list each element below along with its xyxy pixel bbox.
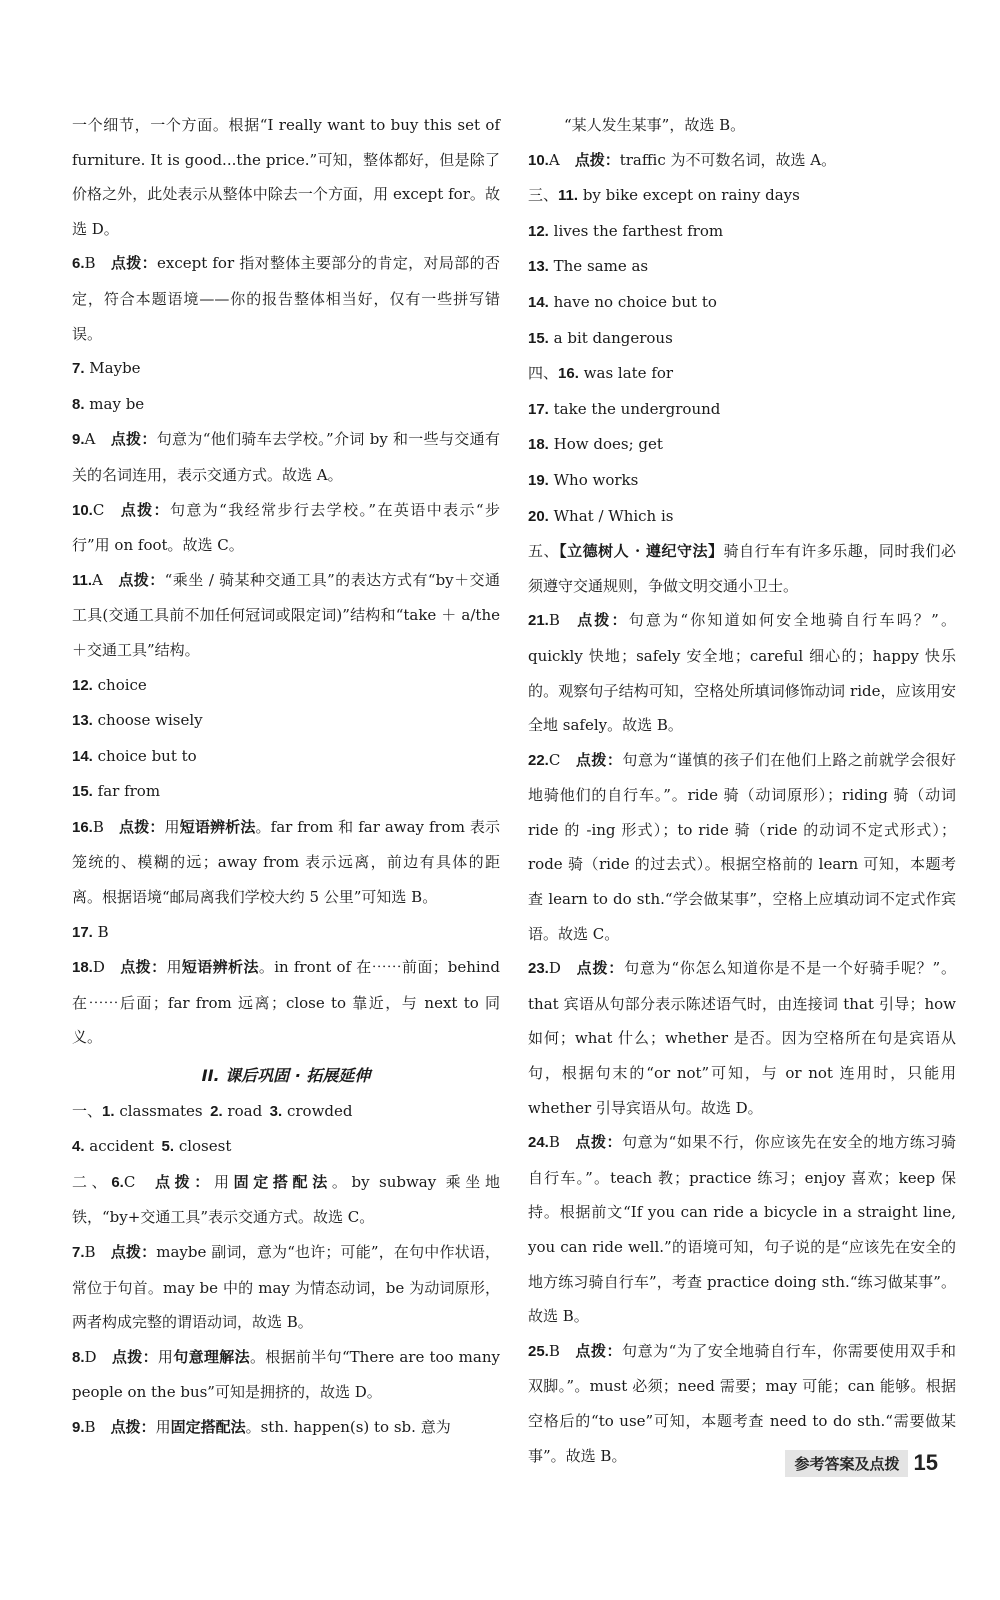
section-1-answers: 一、1. classmates 2. road 3. crowded (72, 1101, 353, 1120)
answer-r17: 17. take the underground (528, 399, 721, 418)
answer-16: 16.B 点拨：用短语辨析法。far from 和 far away from 表示笼统的、模糊的远；away from 表示远离，前边有具体的距离。根据语境“邮局离我们学校大约 5 公里”可知选 B。 (72, 817, 500, 907)
answer-12: 12. choice (72, 675, 147, 694)
answer-r14: 14. have no choice but to (528, 292, 717, 311)
answer-continuation: 一个细节，一个方面。根据“I really want to buy this set of furniture. It is good...the price.”可知，整体都好，但是除了价格之外，此处表示从整体中除去一个方面，用 except for。故选 D。 (72, 116, 500, 238)
answer-r24: 24.B 点拨：句意为“如果不行，你应该先在安全的地方练习骑自行车。”。teach 教；practice 练习；enjoy 喜欢；keep 保持。根据前文“If you can ride a bicycle in a straight line, you can ride well.”的语境可知，句子说的是“应该先在安全的地方练习骑自行车”，考查 practice doing sth.“练习做某事”。故选 B。 (528, 1133, 956, 1326)
answer-6: 6.B 点拨：except for 指对整体主要部分的肯定，对局部的否定，符合本题语境——你的报告整体相当好，仅有一些拼写错误。 (72, 254, 500, 343)
answer-r11: 三、11. by bike except on rainy days (528, 186, 800, 205)
answer-r21: 21.B 点拨：句意为“你知道如何安全地骑自行车吗？”。quickly 快地；safely 安全地；careful 细心的；happy 快乐的。观察句子结构可知，空格处所填词修饰动词 ride，应该用安全地 safely。故选 B。 (528, 611, 956, 735)
answer-r13: 13. The same as (528, 257, 649, 276)
answer-2-6: 二、6.C 点拨：用固定搭配法。by subway 乘坐地铁，“by+交通工具”表示交通方式。故选 C。 (72, 1172, 500, 1227)
answer-18: 18.D 点拨：用短语辨析法。in front of 在⋯⋯前面；behind 在⋯⋯后面；far from 远离；close to 靠近，与 next to 同义。 (72, 958, 500, 1047)
answer-2-8: 8.D 点拨：用句意理解法。根据前半句“There are too many people on the bus”可知是拥挤的，故选 D。 (72, 1347, 500, 1402)
answer-r22: 22.C 点拨：句意为“谨慎的孩子们在他们上路之前就学会很好地骑他们的自行车。”。ride 骑（动词原形）；riding 骑（动词 ride 的 -ing 形式）；to ride 骑（ride 的动词不定式形式）；rode 骑（ride 的过去式）。根据空格前的 learn 可知，本题考查 learn to do sth.“学会做某事”，空格上应填动词不定式作宾语。故选 C。 (528, 750, 956, 943)
left-column (72, 108, 500, 1446)
answer-r18: 18. How does; get (528, 435, 663, 454)
answer-9: 9.A 点拨：句意为“他们骑车去学校。”介词 by 和一些与交通有关的名词连用，表示交通方式。故选 A。 (72, 430, 500, 484)
page-number: 15 (913, 1450, 938, 1475)
right-column (528, 108, 956, 1473)
answer-11: 11.A 点拨：“乘坐 / 骑某种交通工具”的表达方式有“by＋交通工具(交通工具前不加任何冠词或限定词)”结构和“take ＋ a/the ＋交通工具”结构。 (72, 570, 500, 659)
page-footer (785, 1450, 939, 1476)
answer-10: 10.C 点拨：句意为“我经常步行去学校。”在英语中表示“步行”用 on foot。故选 C。 (72, 500, 500, 555)
answer-8: 8. may be (72, 394, 145, 413)
answer-r25: 25.B 点拨：句意为“为了安全地骑自行车，你需要使用双手和双脚。”。must 必须；need 需要；may 可能；can 能够。根据空格后的“to use”可知，本题考查 need to do sth.“需要做某事”。故选 B。 (528, 1341, 956, 1465)
answer-15: 15. far from (72, 782, 161, 801)
answer-17: 17. B (72, 922, 109, 941)
section-heading: II. 课后巩固 · 拓展延伸 (201, 1066, 371, 1086)
answer-2-9: 9.B 点拨：用固定搭配法。sth. happen(s) to sb. 意为 (72, 1417, 451, 1436)
answer-7: 7. Maybe (72, 359, 141, 378)
answer-r15: 15. a bit dangerous (528, 328, 673, 347)
section-1-answers-b: 4. accident 5. closest (72, 1137, 232, 1156)
answer-r20: 20. What / Which is (528, 506, 674, 525)
answer-r16: 四、16. was late for (528, 364, 674, 383)
answer-2-7: 7.B 点拨：maybe 副词，意为“也许；可能”，在句中作状语，常位于句首。may be 中的 may 为情态动词，be 为动词原形，两者构成完整的谓语动词，故选 B。 (72, 1243, 500, 1332)
answer-r23: 23.D 点拨：句意为“你怎么知道你是不是一个好骑手呢？”。that 宾语从句部分表示陈述语气时，由连接词 that 引导；how 如何；what 什么；whether 是否。因为空格所在句是宾语从句，根据句末的“or not”可知，与 or not 连用时，只能用 whether 引导宾语从句。故选 D。 (528, 959, 956, 1117)
answer-13: 13. choose wisely (72, 711, 203, 730)
footer-label: 参考答案及点拨 (785, 1450, 908, 1477)
section-5-intro: 五、【立德树人 · 遵纪守法】骑自行车有许多乐趣，同时我们必须遵守交通规则，争做文明交通小卫士。 (528, 542, 956, 595)
answer-r12: 12. lives the farthest from (528, 221, 724, 240)
answer-r19: 19. Who works (528, 470, 639, 489)
answer-r10: 10.A 点拨：traffic 为不可数名词，故选 A。 (528, 150, 837, 169)
answer-14: 14. choice but to (72, 746, 197, 765)
answer-continuation-right: “某人发生某事”，故选 B。 (564, 116, 746, 134)
